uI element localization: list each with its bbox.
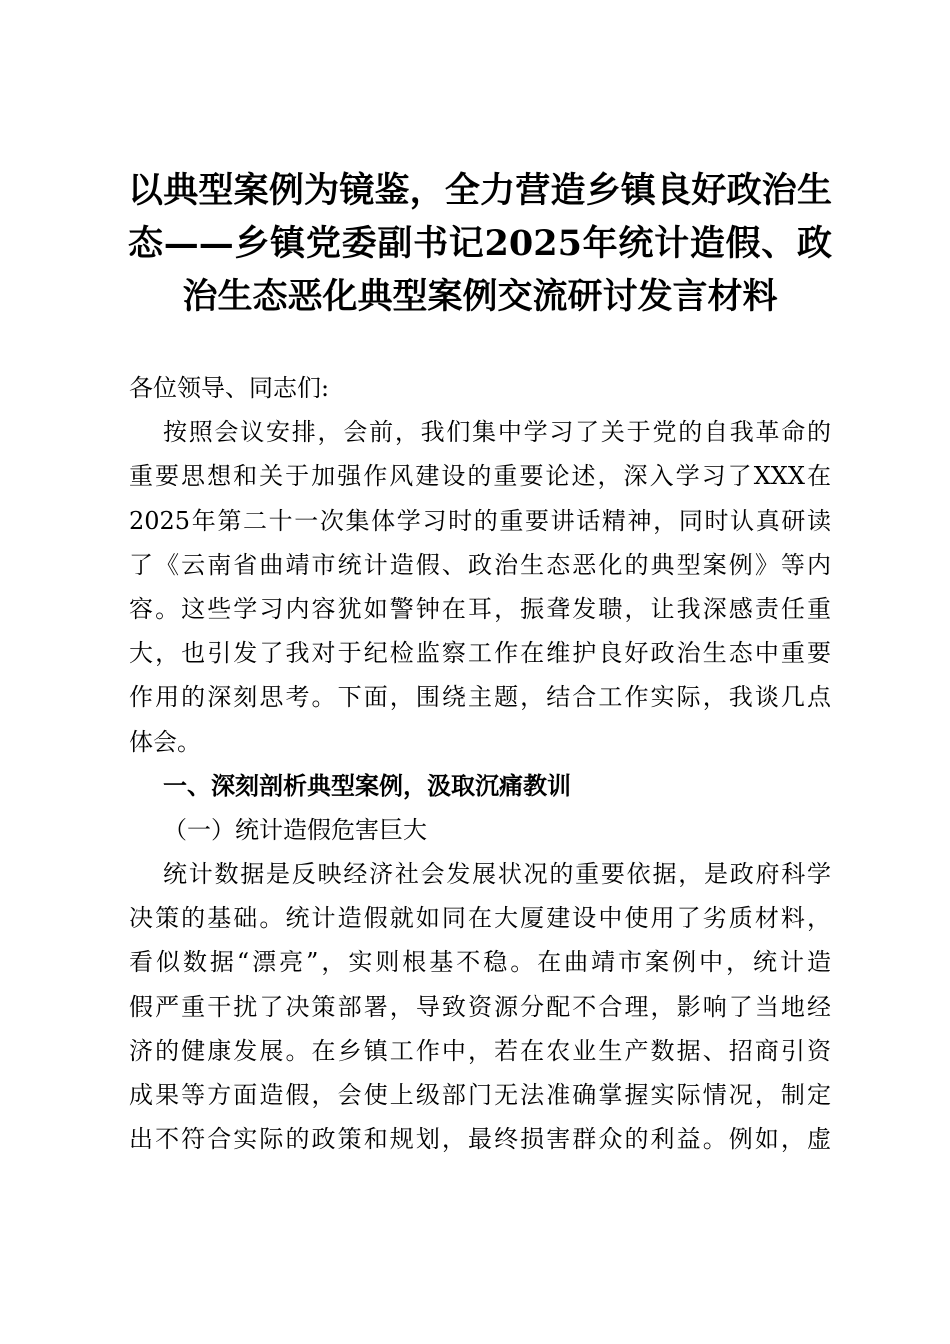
section-heading: 一、深刻剖析典型案例，汲取沉痛教训 [163, 770, 571, 800]
text-line: 重要思想和关于加强作风建设的重要论述，深入学习了XXX在 [129, 462, 831, 491]
text-line: 统计数据是反映经济社会发展状况的重要依据，是政府科学 [163, 860, 831, 889]
text-line: 看似数据“漂亮”，实则根基不稳。在曲靖市案例中，统计造 [129, 948, 831, 977]
text-line: 决策的基础。统计造假就如同在大厦建设中使用了劣质材料， [129, 904, 831, 933]
text-line: （一）统计造假危害巨大 [163, 815, 427, 844]
text-line: 各位领导、同志们: [129, 374, 330, 402]
text-line: 济的健康发展。在乡镇工作中，若在农业生产数据、招商引资 [129, 1036, 831, 1065]
text-line: 按照会议安排，会前，我们集中学习了关于党的自我革命的 [163, 418, 831, 447]
text-line: 成果等方面造假，会使上级部门无法准确掌握实际情况，制定 [129, 1081, 831, 1109]
title-line: 以典型案例为镜鉴，全力营造乡镇良好政治生 [128, 170, 832, 211]
text-line: 出不符合实际的政策和规划，最终损害群众的利益。例如，虚 [129, 1125, 831, 1154]
text-line: 体会。 [129, 727, 201, 756]
text-line: 作用的深刻思考。下面，围绕主题，结合工作实际，我谈几点 [129, 683, 831, 712]
text-line: 2025年第二十一次集体学习时的重要讲话精神，同时认真研读 [129, 506, 831, 535]
text-line: 了《云南省曲靖市统计造假、政治生态恶化的典型案例》等内 [129, 550, 831, 579]
title-line: 治生态恶化典型案例交流研讨发言材料 [182, 276, 778, 317]
title-line: 态——乡镇党委副书记2025年统计造假、政 [128, 223, 832, 264]
text-line: 假严重干扰了决策部署，导致资源分配不合理，影响了当地经 [129, 992, 831, 1021]
text-line: 大，也引发了我对于纪检监察工作在维护良好政治生态中重要 [129, 639, 831, 668]
document-title [128, 164, 832, 323]
document-body [129, 366, 831, 1161]
text-line: 容。这些学习内容犹如警钟在耳，振聋发聩，让我深感责任重 [129, 594, 831, 623]
